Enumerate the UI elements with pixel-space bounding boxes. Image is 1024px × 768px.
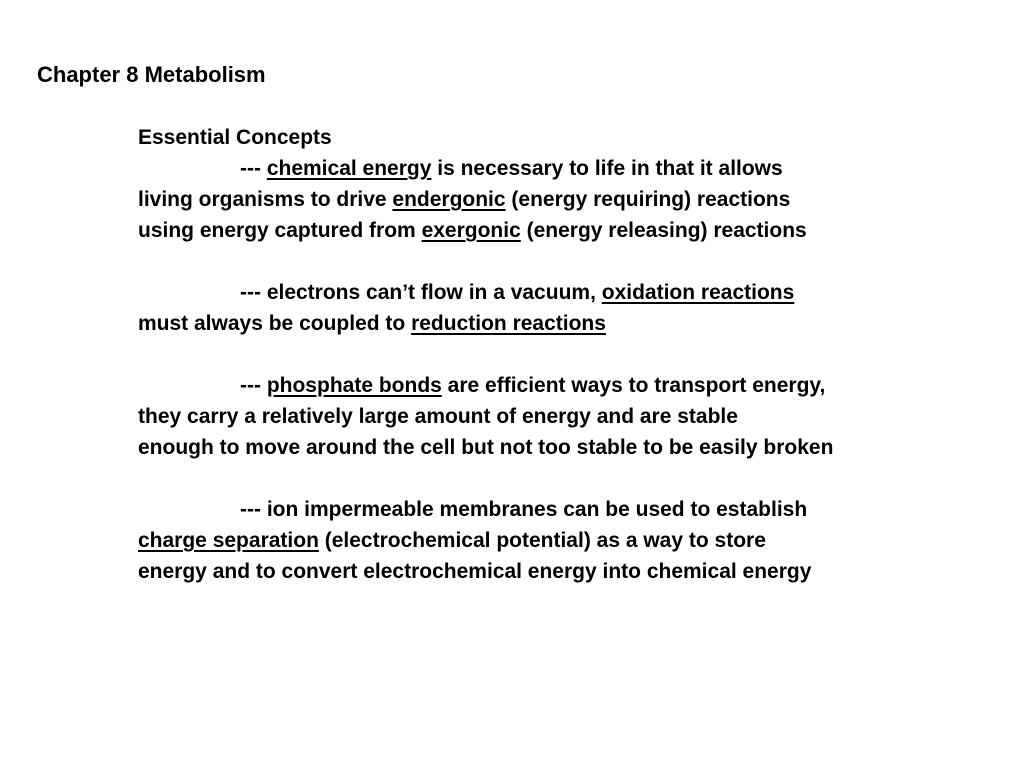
line-text: is necessary to life in that it allows [431, 157, 783, 180]
key-term: reduction reactions [411, 312, 606, 335]
paragraph-line [138, 153, 1018, 184]
line-text: (electrochemical potential) as a way to store [318, 529, 766, 552]
paragraph-line [138, 401, 1018, 432]
paragraph-oxidation [138, 277, 1018, 339]
line-text: are efficient ways to transport energy, [441, 374, 826, 397]
paragraph-line [138, 525, 1018, 556]
spacer [138, 246, 1018, 277]
line-text: (energy releasing) reactions [520, 219, 807, 242]
line-text: (energy requiring) reactions [505, 188, 791, 211]
paragraph-line [138, 215, 1018, 246]
paragraph-chemical-energy [138, 153, 1018, 246]
paragraph-phosphate-bonds [138, 370, 1018, 463]
line-text: --- [240, 157, 267, 180]
line-text: they carry a relatively large amount of energy and are stable [138, 405, 738, 428]
line-text: using energy captured from [138, 219, 422, 242]
paragraph-charge-separation [138, 494, 1018, 587]
paragraph-line [138, 432, 1018, 463]
slide-body [138, 122, 1018, 587]
section-heading: Essential Concepts [138, 126, 332, 149]
key-term: oxidation reactions [601, 281, 795, 304]
line-text: energy and to convert electrochemical energy into chemical energy [138, 560, 812, 583]
line-text: must always be coupled to [138, 312, 412, 335]
key-term: charge separation [138, 529, 319, 552]
spacer [138, 463, 1018, 494]
line-text: --- [240, 374, 267, 397]
paragraph-line [138, 277, 1018, 308]
line-text: --- electrons can’t flow in a vacuum, [240, 281, 602, 304]
key-term: exergonic [421, 219, 521, 242]
paragraph-line [138, 494, 1018, 525]
line-text: --- ion impermeable membranes can be used to establish [240, 498, 808, 521]
paragraph-line [138, 556, 1018, 587]
spacer [138, 339, 1018, 370]
paragraph-line [138, 308, 1018, 339]
paragraph-line [138, 370, 1018, 401]
key-term: endergonic [392, 188, 506, 211]
line-text: living organisms to drive [138, 188, 393, 211]
key-term: phosphate bonds [266, 374, 442, 397]
paragraph-line [138, 184, 1018, 215]
slide-title: Chapter 8 Metabolism [37, 62, 266, 87]
key-term: chemical energy [266, 157, 432, 180]
line-text: enough to move around the cell but not too stable to be easily broken [138, 436, 834, 459]
